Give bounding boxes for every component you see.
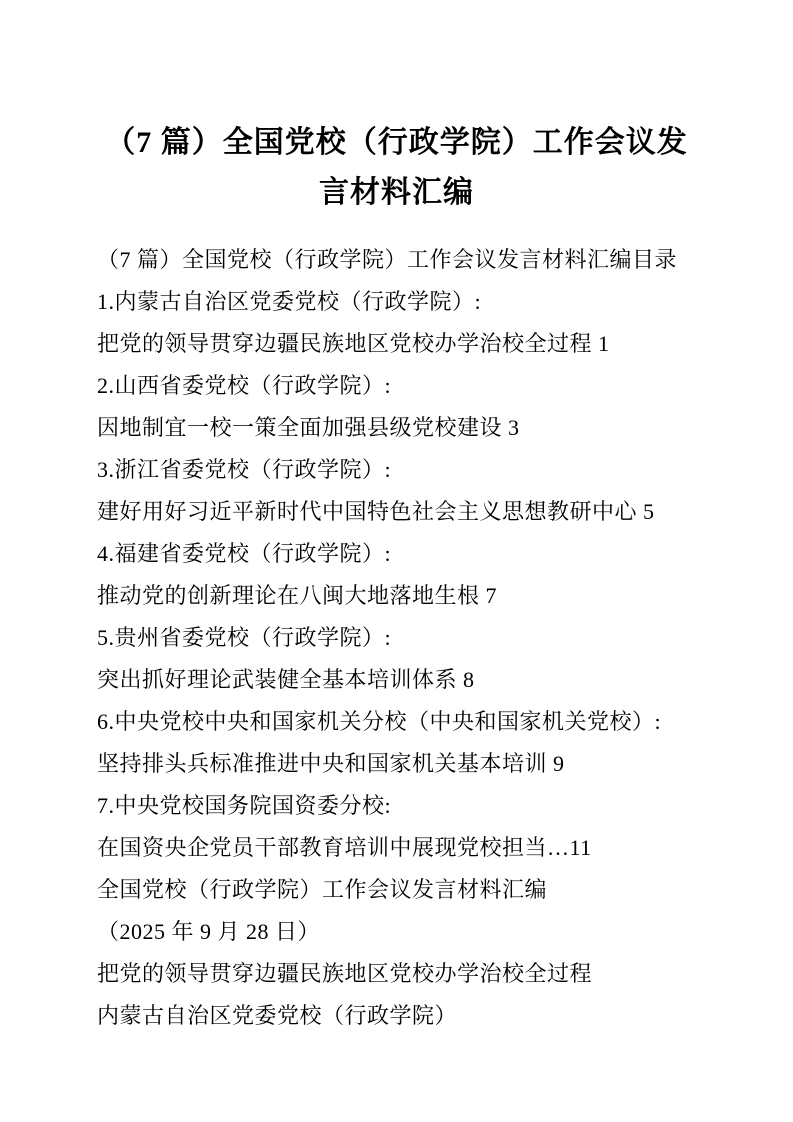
toc-entry-1-org: 1.内蒙古自治区党委党校（行政学院）: bbox=[97, 289, 482, 314]
toc-entry-4-org: 4.福建省委党校（行政学院）: bbox=[97, 541, 392, 566]
article-title: 把党的领导贯穿边疆民族地区党校办学治校全过程 bbox=[97, 961, 593, 986]
toc-entry-4-title: 推动党的创新理论在八闽大地落地生根 7 bbox=[97, 583, 498, 608]
toc-entry-3-title: 建好用好习近平新时代中国特色社会主义思想教研中心 5 bbox=[97, 499, 655, 524]
toc-entry-2-org: 2.山西省委党校（行政学院）: bbox=[97, 373, 392, 398]
toc-entry-5-org: 5.贵州省委党校（行政学院）: bbox=[97, 625, 392, 650]
article-author: 内蒙古自治区党委党校（行政学院） bbox=[97, 1003, 458, 1028]
compilation-title: 全国党校（行政学院）工作会议发言材料汇编 bbox=[97, 877, 548, 902]
toc-entry-6-org: 6.中央党校中央和国家机关分校（中央和国家机关党校）: bbox=[97, 709, 662, 734]
toc-entry-3-org: 3.浙江省委党校（行政学院）: bbox=[97, 457, 392, 482]
toc-entry-6-title: 坚持排头兵标准推进中央和国家机关基本培训 9 bbox=[97, 751, 565, 776]
toc-entry-5-title: 突出抓好理论武装健全基本培训体系 8 bbox=[97, 667, 475, 692]
toc-heading: （7 篇）全国党校（行政学院）工作会议发言材料汇编目录 bbox=[97, 247, 678, 272]
document-title: （7 篇）全国党校（行政学院）工作会议发言材料汇编 bbox=[105, 126, 688, 209]
toc-entry-7-title: 在国资央企党员干部教育培训中展现党校担当…11 bbox=[97, 835, 592, 860]
document-body bbox=[97, 239, 697, 1037]
toc-entry-2-title: 因地制宜一校一策全面加强县级党校建设 3 bbox=[97, 415, 520, 440]
toc-entry-7-org: 7.中央党校国务院国资委分校: bbox=[97, 793, 392, 818]
toc-entry-1-title: 把党的领导贯穿边疆民族地区党校办学治校全过程 1 bbox=[97, 331, 610, 356]
compilation-date: （2025 年 9 月 28 日） bbox=[97, 919, 321, 944]
